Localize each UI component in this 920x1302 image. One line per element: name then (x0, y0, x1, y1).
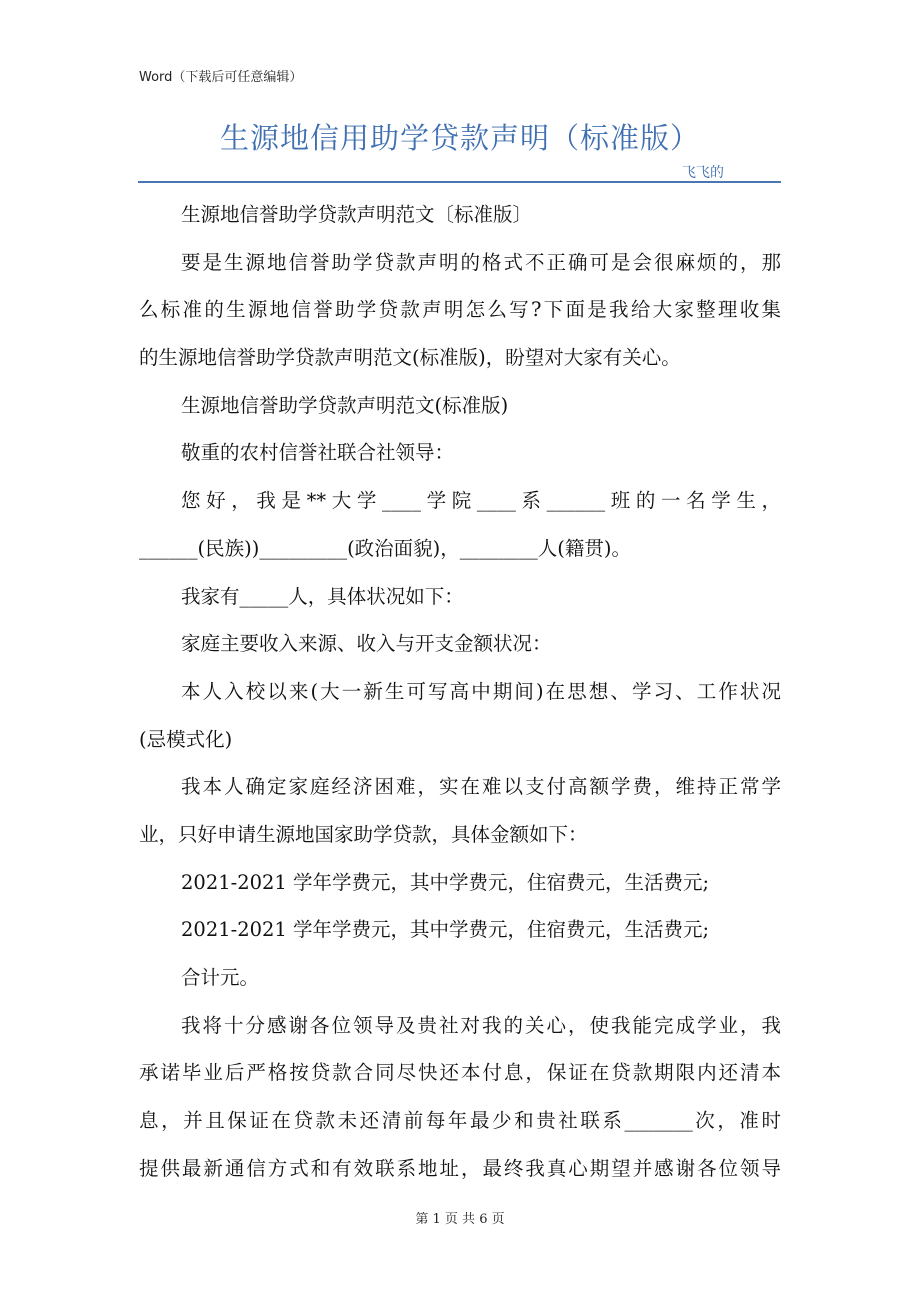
header-note: Word（下载后可任意编辑） (139, 70, 303, 85)
body-line: 我将十分感谢各位领导及贵社对我的关心，使我能完成学业，我 (181, 1013, 781, 1037)
body-line: 合计元。 (181, 966, 260, 989)
body-line: 2021-2021 学年学费元，其中学费元，住宿费元，生活费元; (181, 918, 710, 942)
body-line: 承诺毕业后严格按贷款合同尽快还本付息，保证在贷款期限内还清本 (139, 1061, 781, 1085)
body-line: 生源地信誉助学贷款声明范文〔标准版〕 (181, 203, 533, 226)
document-title: 生源地信用助学贷款声明（标准版） (219, 121, 700, 155)
body-line: ______(民族))_________(政治面貌)，________人(籍贯)。 (139, 536, 632, 560)
body-line: 的生源地信誉助学贷款声明范文(标准版)，盼望对大家有关心。 (139, 346, 681, 370)
body-line: 么标准的生源地信誉助学贷款声明怎么写?下面是我给大家整理收集 (139, 298, 781, 322)
body-line: 提供最新通信方式和有效联系地址，最终我真心期望并感谢各位领导 (139, 1156, 781, 1180)
body-line: 息，并且保证在贷款未还清前每年最少和贵社联系_______次，准时 (139, 1109, 781, 1133)
author-name: 飞飞的 (682, 165, 724, 181)
body-line: (忌模式化) (139, 727, 233, 751)
body-line: 我本人确定家庭经济困难，实在难以支付高额学费，维持正常学 (181, 775, 781, 799)
page-number-footer: 第 1 页 共 6 页 (415, 1212, 505, 1227)
document-body (139, 191, 781, 1192)
title-underline (138, 181, 781, 183)
body-line: 家庭主要收入来源、收入与开支金额状况： (181, 632, 552, 656)
body-line: 您好，我是**大学____学院____系______班的一名学生， (181, 489, 781, 513)
body-line: 业，只好申请生源地国家助学贷款，具体金额如下： (139, 822, 588, 846)
body-line: 本人入校以来(大一新生可写高中期间)在思想、学习、工作状况 (181, 679, 781, 703)
body-line: 要是生源地信誉助学贷款声明的格式不正确可是会很麻烦的，那 (181, 250, 781, 274)
body-line: 生源地信誉助学贷款声明范文(标准版) (181, 393, 509, 417)
body-line: 敬重的农村信誉社联合社领导： (181, 441, 455, 465)
body-line: 2021-2021 学年学费元，其中学费元，住宿费元，生活费元; (181, 870, 710, 894)
body-line: 我家有_____人，具体状况如下： (181, 584, 464, 608)
